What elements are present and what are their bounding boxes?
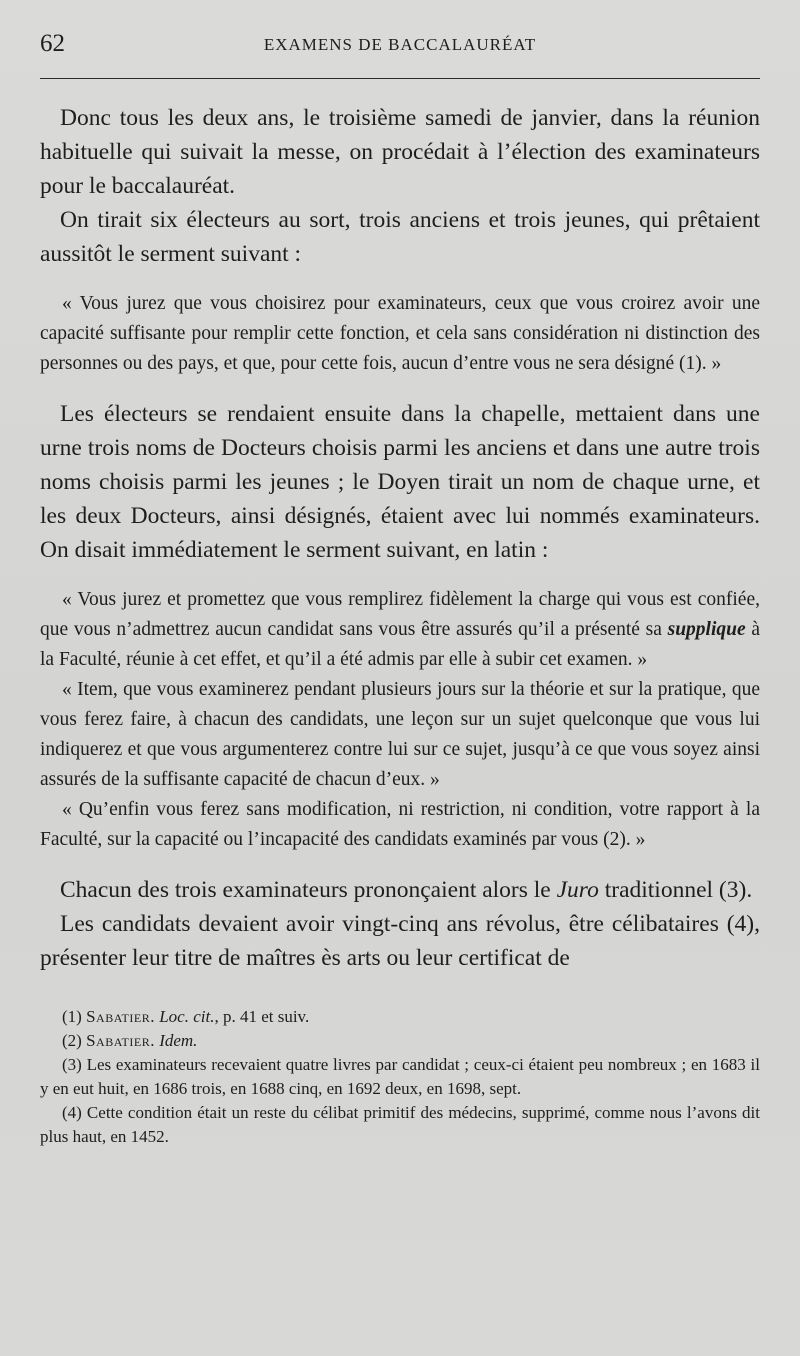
running-title: EXAMENS DE BACCALAURÉAT [263,35,537,54]
paragraph-electors: On tirait six électeurs au sort, trois anciens et trois jeunes, qui prêtaient aussitôt le serment suivant : [40,207,760,267]
supplique-term: supplique [667,619,746,640]
running-head [40,30,760,62]
oath-quote-electors: « Vous jurez que vous choisirez pour examinateurs, ceux que vous croirez avoir une capacité suffisante pour remplir cette fonction, et cela sans considération ni distinction des personnes ou des pays, et que, pour cette fois, aucun d’entre vous ne sera désigné (1). » [40,293,760,374]
footnote-3: (3) Les examinateurs recevaient quatre livres par candidat ; ceux-ci étaient peu nombreux ; en 1683 il y en eut huit, en 1686 trois, en 1688 cinq, en 1692 deux, en 1698, sept. [40,1055,760,1098]
paragraph-chapel: Les électeurs se rendaient ensuite dans la chapelle, mettaient dans une urne trois noms de Docteurs choisis parmi les anciens et dans une autre trois noms choisis parmi les jeunes ; le Doyen tirait un nom de chaque urne, et les deux Docteurs, ainsi désignés, étaient avec lui nommés examinateurs. On disait immédiatement le serment suivant, en latin : [40,401,760,563]
paragraph-candidates: Les candidats devaient avoir vingt-cinq ans révolus, être célibataires (4), présenter leur titre de maîtres ès arts ou leur certificat de [40,911,760,971]
header-rule [40,78,760,79]
footnotes [40,1005,760,1149]
paragraph-election: Donc tous les deux ans, le troisième samedi de janvier, dans la réunion habituelle qui suivait la messe, on procédait à l’élection des examinateurs pour le baccalauréat. [40,105,760,199]
footnote-2: (2) Sabatier. Idem. [62,1031,198,1050]
oath-quote-examiners: « Vous jurez et promettez que vous remplirez fidèlement la charge qui vous est confiée, que vous n’admettrez aucun candidat sans vous être assurés qu’il a présenté sa supplique à la Faculté, réunie à cet effet, et qu’il a été admis par elle à subir cet examen. » [40,589,761,670]
oath-quote-item: « Item, que vous examinerez pendant plusieurs jours sur la théorie et sur la pratique, que vous ferez faire, à chacun des candidats, une leçon sur un sujet quelconque que vous lui indiquerez et que vous argumenterez contre lui sur ce sujet, jusqu’à ce que vous soyez ainsi assurés de la suffisante capacité de chacun d’eux. » [40,679,760,790]
paragraph-juro: Chacun des trois examinateurs prononçaient alors le Juro traditionnel (3). [60,877,753,903]
juro-term: Juro [556,877,599,903]
oath-quote-report: « Qu’enfin vous ferez sans modification, ni restriction, ni condition, votre rapport à la Faculté, sur la capacité ou l’incapacité des candidats examinés par vous (2). » [40,799,760,850]
footnote-1: (1) Sabatier. Loc. cit., p. 41 et suiv. [62,1007,310,1026]
footnote-4: (4) Cette condition était un reste du célibat primitif des médecins, supprimé, comme nous l’avons dit plus haut, en 1452. [40,1103,760,1146]
page-number: 62 [40,30,65,57]
